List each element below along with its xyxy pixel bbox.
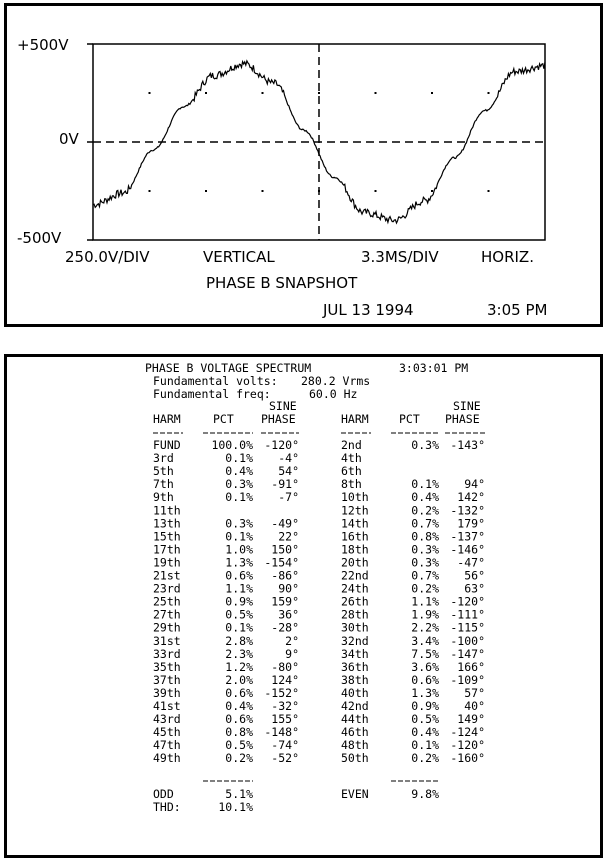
grid-dot [488, 190, 490, 192]
cell-harm-left: 31st [153, 633, 181, 648]
cell-harm-right: 40th [341, 686, 369, 700]
cell-pct-left: 0.6% [225, 686, 253, 700]
cell-phase-left: 9° [285, 646, 299, 661]
cell-phase-left: -28° [271, 620, 299, 635]
cell-harm-left: 17th [153, 542, 181, 557]
thd-label: THD: [153, 800, 181, 814]
cell-harm-right: 2nd [341, 438, 362, 452]
cell-harm-right: 46th [341, 725, 369, 740]
grid-dot [431, 190, 433, 192]
cell-phase-left: -32° [271, 699, 299, 713]
cell-harm-right: 12th [341, 503, 369, 518]
odd-label: ODD [153, 787, 174, 801]
grid-dot [375, 92, 377, 94]
cell-harm-left: 49th [153, 751, 181, 766]
cell-harm-left: 7th [153, 477, 174, 492]
cell-phase-left: 22° [278, 529, 299, 544]
grid-dot [318, 190, 320, 192]
cell-harm-left: 11th [153, 503, 181, 518]
col-harm-left: HARM [153, 412, 181, 426]
cell-pct-left: 2.3% [225, 646, 253, 661]
cell-harm-left: 47th [153, 738, 181, 753]
cell-phase-right: 56° [464, 568, 485, 583]
cell-harm-right: 22nd [341, 568, 369, 583]
vertical-scale-label: 250.0V/DIV [65, 248, 150, 266]
cell-harm-right: 10th [341, 490, 369, 505]
fund-freq-value: 60.0 Hz [309, 387, 358, 401]
cell-harm-left: 9th [153, 490, 174, 505]
cell-phase-right: -146° [450, 542, 485, 557]
cell-pct-right: 0.3% [411, 555, 439, 570]
cell-phase-left: -74° [271, 738, 299, 753]
cell-pct-right: 0.3% [411, 438, 439, 452]
cell-pct-left: 0.5% [225, 607, 253, 622]
cell-pct-right: 3.6% [411, 659, 439, 674]
col-phase-right: PHASE [445, 412, 480, 426]
grid-dot [431, 92, 433, 94]
cell-phase-right: -120° [450, 594, 485, 609]
cell-pct-right: 0.8% [411, 529, 439, 544]
cell-phase-right: 166° [457, 659, 485, 674]
cell-pct-right: 3.4% [411, 633, 439, 648]
cell-pct-left: 2.8% [225, 633, 253, 648]
cell-harm-right: 30th [341, 620, 369, 635]
snapshot-date: JUL 13 1994 [323, 301, 414, 319]
grid-dot [262, 190, 264, 192]
spectrum-time: 3:03:01 PM [399, 361, 469, 375]
cell-phase-right: -137° [450, 529, 485, 544]
cell-phase-left: -80° [271, 659, 299, 674]
cell-harm-right: 6th [341, 464, 362, 479]
spectrum-title: PHASE B VOLTAGE SPECTRUM [145, 361, 312, 375]
cell-harm-right: 36th [341, 659, 369, 674]
grid-dot [262, 92, 264, 94]
cell-harm-left: 43rd [153, 712, 181, 727]
cell-phase-right: 142° [457, 490, 485, 505]
even-value: 9.8% [411, 787, 439, 801]
odd-value: 5.1% [225, 787, 253, 801]
cell-pct-left: 0.8% [225, 725, 253, 740]
cell-phase-right: -143° [450, 438, 485, 452]
cell-phase-right: 149° [457, 712, 485, 727]
cell-phase-left: -52° [271, 751, 299, 766]
cell-phase-right: -100° [450, 633, 485, 648]
cell-phase-right: -109° [450, 672, 485, 687]
cell-phase-right: 63° [464, 581, 485, 596]
cell-pct-right: 0.1% [411, 477, 439, 492]
cell-phase-right: 40° [464, 699, 485, 713]
cell-harm-left: FUND [153, 438, 181, 452]
cell-pct-left: 0.5% [225, 738, 253, 753]
cell-harm-right: 38th [341, 672, 369, 687]
col-sine-right: SINE [453, 399, 481, 413]
cell-harm-right: 20th [341, 555, 369, 570]
cell-pct-right: 1.3% [411, 686, 439, 700]
cell-phase-left: 90° [278, 581, 299, 596]
cell-phase-left: -7° [278, 490, 299, 505]
cell-pct-left: 0.3% [225, 477, 253, 492]
cell-phase-right: -111° [450, 607, 485, 622]
cell-harm-right: 24th [341, 581, 369, 596]
fund-freq-label: Fundamental freq: [153, 387, 271, 401]
horizontal-word: HORIZ. [481, 248, 534, 266]
cell-pct-left: 0.1% [225, 620, 253, 635]
cell-phase-right: 179° [457, 516, 485, 531]
cell-harm-right: 26th [341, 594, 369, 609]
y-bottom-label: -500V [17, 229, 62, 247]
cell-pct-right: 1.1% [411, 594, 439, 609]
cell-harm-left: 19th [153, 555, 181, 570]
cell-phase-left: 150° [271, 542, 299, 557]
cell-phase-right: -120° [450, 738, 485, 753]
cell-phase-right: 94° [464, 477, 485, 492]
cell-harm-left: 37th [153, 672, 181, 687]
grid-dot [318, 92, 320, 94]
cell-pct-right: 0.3% [411, 542, 439, 557]
cell-pct-left: 1.2% [225, 659, 253, 674]
cell-pct-right: 0.4% [411, 725, 439, 740]
cell-harm-left: 25th [153, 594, 181, 609]
fund-volts-value: 280.2 Vrms [301, 374, 371, 388]
snapshot-title: PHASE B SNAPSHOT [206, 274, 358, 292]
cell-pct-left: 1.0% [225, 542, 253, 557]
cell-harm-left: 27th [153, 607, 181, 622]
cell-pct-left: 0.6% [225, 712, 253, 727]
cell-pct-left: 1.3% [225, 555, 253, 570]
cell-phase-left: -49° [271, 516, 299, 531]
cell-harm-left: 33rd [153, 646, 181, 661]
cell-phase-right: -160° [450, 751, 485, 766]
cell-harm-right: 34th [341, 646, 369, 661]
cell-phase-right: -115° [450, 620, 485, 635]
cell-harm-left: 35th [153, 659, 181, 674]
cell-harm-right: 18th [341, 542, 369, 557]
cell-phase-left: 159° [271, 594, 299, 609]
col-pct-left: PCT [213, 412, 234, 426]
cell-phase-right: 57° [464, 686, 485, 700]
cell-phase-left: -148° [264, 725, 299, 740]
grid-dot [375, 190, 377, 192]
cell-harm-left: 21st [153, 568, 181, 583]
cell-pct-right: 0.1% [411, 738, 439, 753]
cell-phase-right: -124° [450, 725, 485, 740]
cell-harm-left: 5th [153, 464, 174, 479]
cell-harm-left: 39th [153, 686, 181, 700]
fund-volts-label: Fundamental volts: [153, 374, 278, 388]
cell-harm-left: 45th [153, 725, 181, 740]
grid-dot [149, 92, 151, 94]
cell-phase-left: -4° [278, 451, 299, 465]
cell-harm-right: 48th [341, 738, 369, 753]
col-pct-right: PCT [399, 412, 420, 426]
cell-pct-right: 0.5% [411, 712, 439, 727]
cell-harm-left: 3rd [153, 451, 174, 465]
grid-dot [205, 190, 207, 192]
cell-pct-right: 0.2% [411, 581, 439, 596]
cell-pct-right: 2.2% [411, 620, 439, 635]
cell-pct-left: 0.4% [225, 699, 253, 713]
even-label: EVEN [341, 787, 369, 801]
cell-harm-right: 4th [341, 451, 362, 465]
cell-harm-right: 42nd [341, 699, 369, 713]
vertical-word: VERTICAL [203, 248, 275, 266]
horizontal-scale-label: 3.3MS/DIV [361, 248, 439, 266]
cell-pct-left: 1.1% [225, 581, 253, 596]
scope-chart [7, 6, 600, 324]
cell-harm-left: 23rd [153, 581, 181, 596]
cell-pct-right: 0.7% [411, 568, 439, 583]
cell-harm-left: 15th [153, 529, 181, 544]
col-sine-left: SINE [269, 399, 297, 413]
cell-pct-left: 0.2% [225, 751, 253, 766]
y-mid-label: 0V [59, 130, 79, 148]
harmonic-rows [153, 438, 485, 765]
cell-pct-left: 0.9% [225, 594, 253, 609]
cell-harm-right: 14th [341, 516, 369, 531]
cell-phase-left: 36° [278, 607, 299, 622]
cell-phase-left: -120° [264, 438, 299, 452]
cell-harm-left: 13th [153, 516, 181, 531]
cell-phase-left: -86° [271, 568, 299, 583]
cell-pct-right: 0.2% [411, 751, 439, 766]
cell-pct-left: 0.4% [225, 464, 253, 479]
grid-dot [205, 92, 207, 94]
cell-harm-left: 29th [153, 620, 181, 635]
cell-harm-right: 8th [341, 477, 362, 492]
cell-pct-left: 0.3% [225, 516, 253, 531]
scope-grid [87, 44, 545, 240]
col-harm-right: HARM [341, 412, 369, 426]
cell-pct-right: 0.7% [411, 516, 439, 531]
thd-value: 10.1% [218, 800, 253, 814]
cell-harm-right: 44th [341, 712, 369, 727]
cell-phase-left: -91° [271, 477, 299, 492]
cell-phase-left: 54° [278, 464, 299, 479]
cell-phase-right: -132° [450, 503, 485, 518]
cell-pct-left: 2.0% [225, 672, 253, 687]
cell-pct-left: 0.1% [225, 490, 253, 505]
cell-pct-left: 0.1% [225, 529, 253, 544]
cell-harm-right: 28th [341, 607, 369, 622]
cell-pct-right: 1.9% [411, 607, 439, 622]
cell-pct-right: 0.2% [411, 503, 439, 518]
cell-pct-right: 0.9% [411, 699, 439, 713]
cell-pct-left: 100.0% [211, 438, 253, 452]
snapshot-time: 3:05 PM [487, 301, 548, 319]
cell-harm-left: 41st [153, 699, 181, 713]
cell-phase-left: -152° [264, 686, 299, 700]
cell-harm-right: 16th [341, 529, 369, 544]
spectrum-panel [4, 354, 603, 858]
grid-dot [149, 190, 151, 192]
cell-phase-left: 2° [285, 633, 299, 648]
grid-dot [488, 92, 490, 94]
cell-pct-left: 0.1% [225, 451, 253, 465]
cell-phase-left: 124° [271, 672, 299, 687]
scope-panel [4, 3, 603, 327]
cell-phase-left: 155° [271, 712, 299, 727]
cell-harm-right: 50th [341, 751, 369, 766]
cell-pct-right: 0.6% [411, 672, 439, 687]
cell-pct-right: 0.4% [411, 490, 439, 505]
spectrum-table [7, 357, 600, 855]
cell-phase-left: -154° [264, 555, 299, 570]
cell-harm-right: 32nd [341, 633, 369, 648]
y-top-label: +500V [17, 36, 69, 54]
cell-pct-right: 7.5% [411, 646, 439, 661]
col-phase-left: PHASE [261, 412, 296, 426]
cell-phase-right: -47° [457, 555, 485, 570]
cell-phase-right: -147° [450, 646, 485, 661]
cell-pct-left: 0.6% [225, 568, 253, 583]
